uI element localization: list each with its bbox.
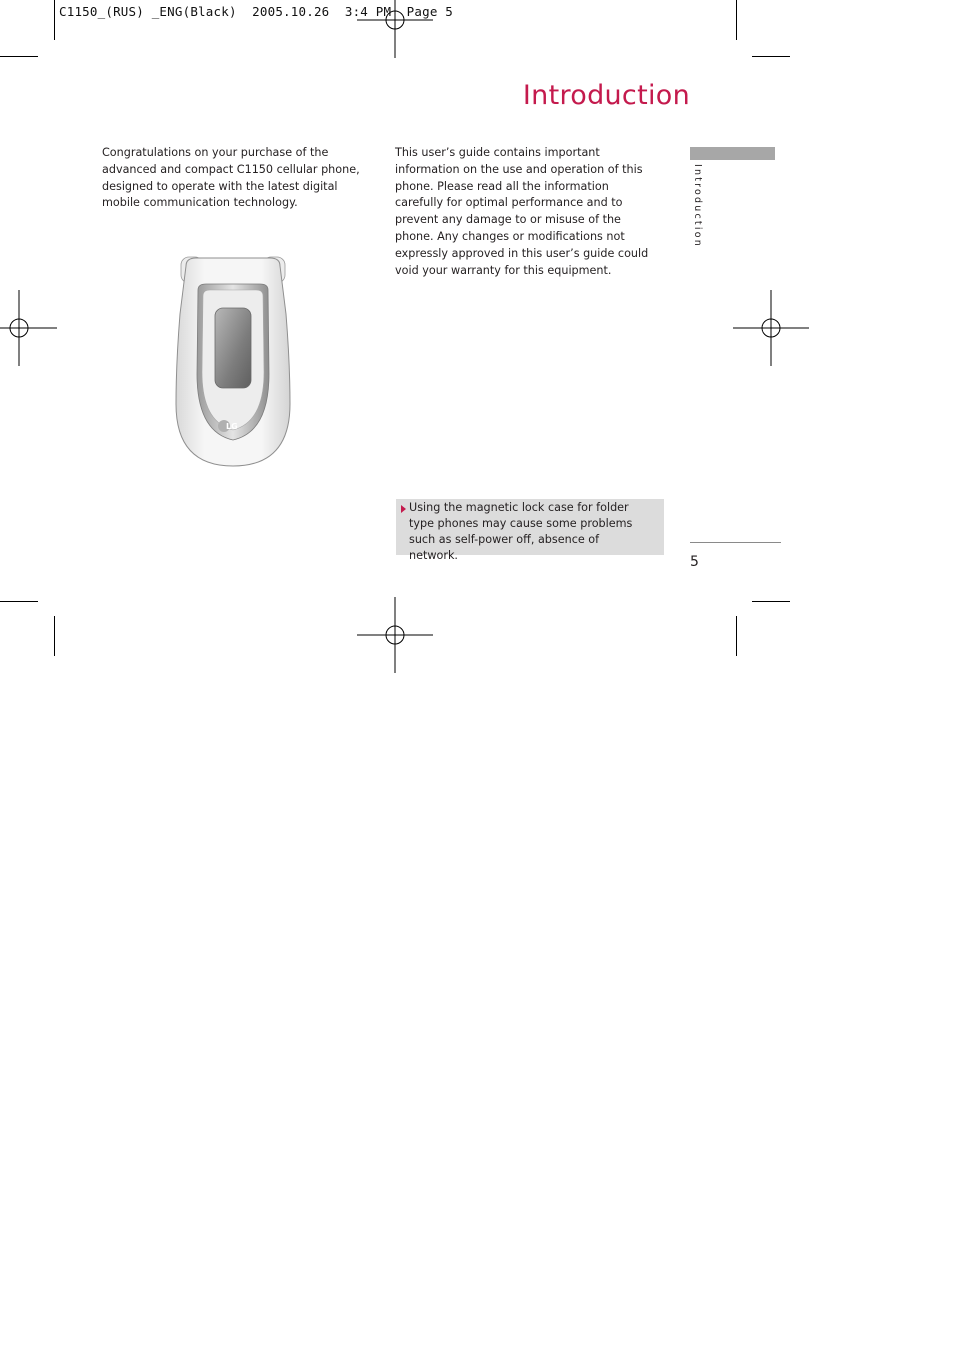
note-box [396, 499, 664, 562]
crop-mark [736, 0, 737, 40]
registration-mark-icon [733, 290, 809, 366]
crop-mark [752, 601, 790, 602]
crop-mark [0, 601, 38, 602]
page-title: Introduction [522, 80, 690, 111]
section-tab [690, 147, 775, 160]
intro-paragraph: Congratulations on your purchase of the advanced and compact C1150 cellular phone, designed to operate with the latest digital mobile communication technology. [102, 146, 360, 210]
crop-mark [752, 56, 790, 57]
registration-mark-icon [0, 290, 57, 366]
lg-logo-icon [218, 420, 238, 432]
crop-mark [54, 0, 55, 40]
page-number-rule [690, 542, 781, 543]
registration-mark-icon [357, 597, 433, 673]
note-text: Using the magnetic lock case for folder type phones may cause some problems such as self-power off, absence of network. [409, 501, 633, 562]
print-slug: C1150_(RUS) _ENG(Black) 2005.10.26 3:4 PM Page 5 [59, 4, 454, 19]
crop-mark [736, 616, 737, 656]
registration-mark-icon [357, 0, 433, 58]
crop-mark [54, 616, 55, 656]
svg-text:LG: LG [226, 422, 238, 431]
section-tab-label: Introduction [692, 164, 703, 248]
page-number: 5 [690, 554, 699, 570]
phone-illustration [172, 254, 294, 470]
guide-paragraph: This user’s guide contains important information on the use and operation of this phone. Please read all the information carefully for optimal performance and to prevent any damage to or misuse of the phone. Any changes or modifications not expressly approved in this user’s guide could void your warranty for this equipment. [395, 146, 649, 277]
triangle-bullet-icon [401, 505, 406, 513]
crop-mark [0, 56, 38, 57]
